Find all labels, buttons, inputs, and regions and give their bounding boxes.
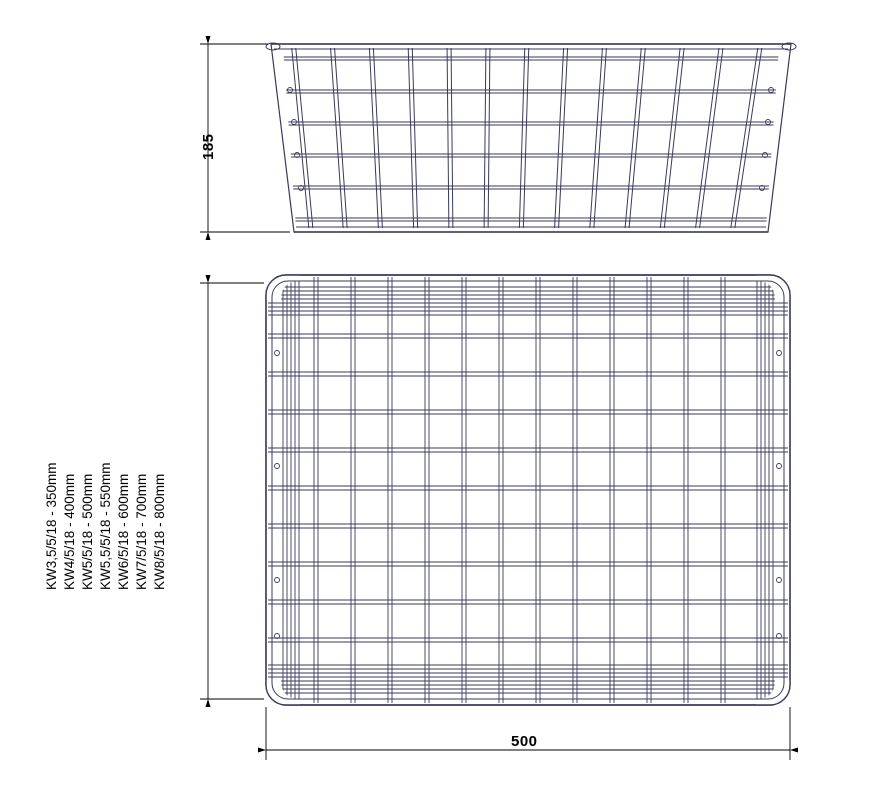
width-dimension-label: 500 — [511, 733, 538, 750]
variant-item: KW7/5/18 - 700mm — [134, 473, 149, 590]
front-view-group — [266, 40, 796, 240]
variant-item: KW5/5/18 - 500mm — [80, 473, 95, 590]
plan-view-group — [266, 275, 790, 705]
variant-item: KW6/5/18 - 600mm — [116, 473, 131, 590]
variant-list — [44, 390, 170, 590]
plan-dimension-lines — [200, 283, 264, 699]
height-dimension-label: 185 — [200, 133, 217, 160]
variant-item: KW3,5/5/18 - 350mm — [44, 462, 59, 590]
variant-item: KW5,5/5/18 - 550mm — [98, 462, 113, 590]
variant-item: KW4/5/18 - 400mm — [62, 473, 77, 590]
variant-item: KW8/5/18 - 800mm — [152, 473, 167, 590]
